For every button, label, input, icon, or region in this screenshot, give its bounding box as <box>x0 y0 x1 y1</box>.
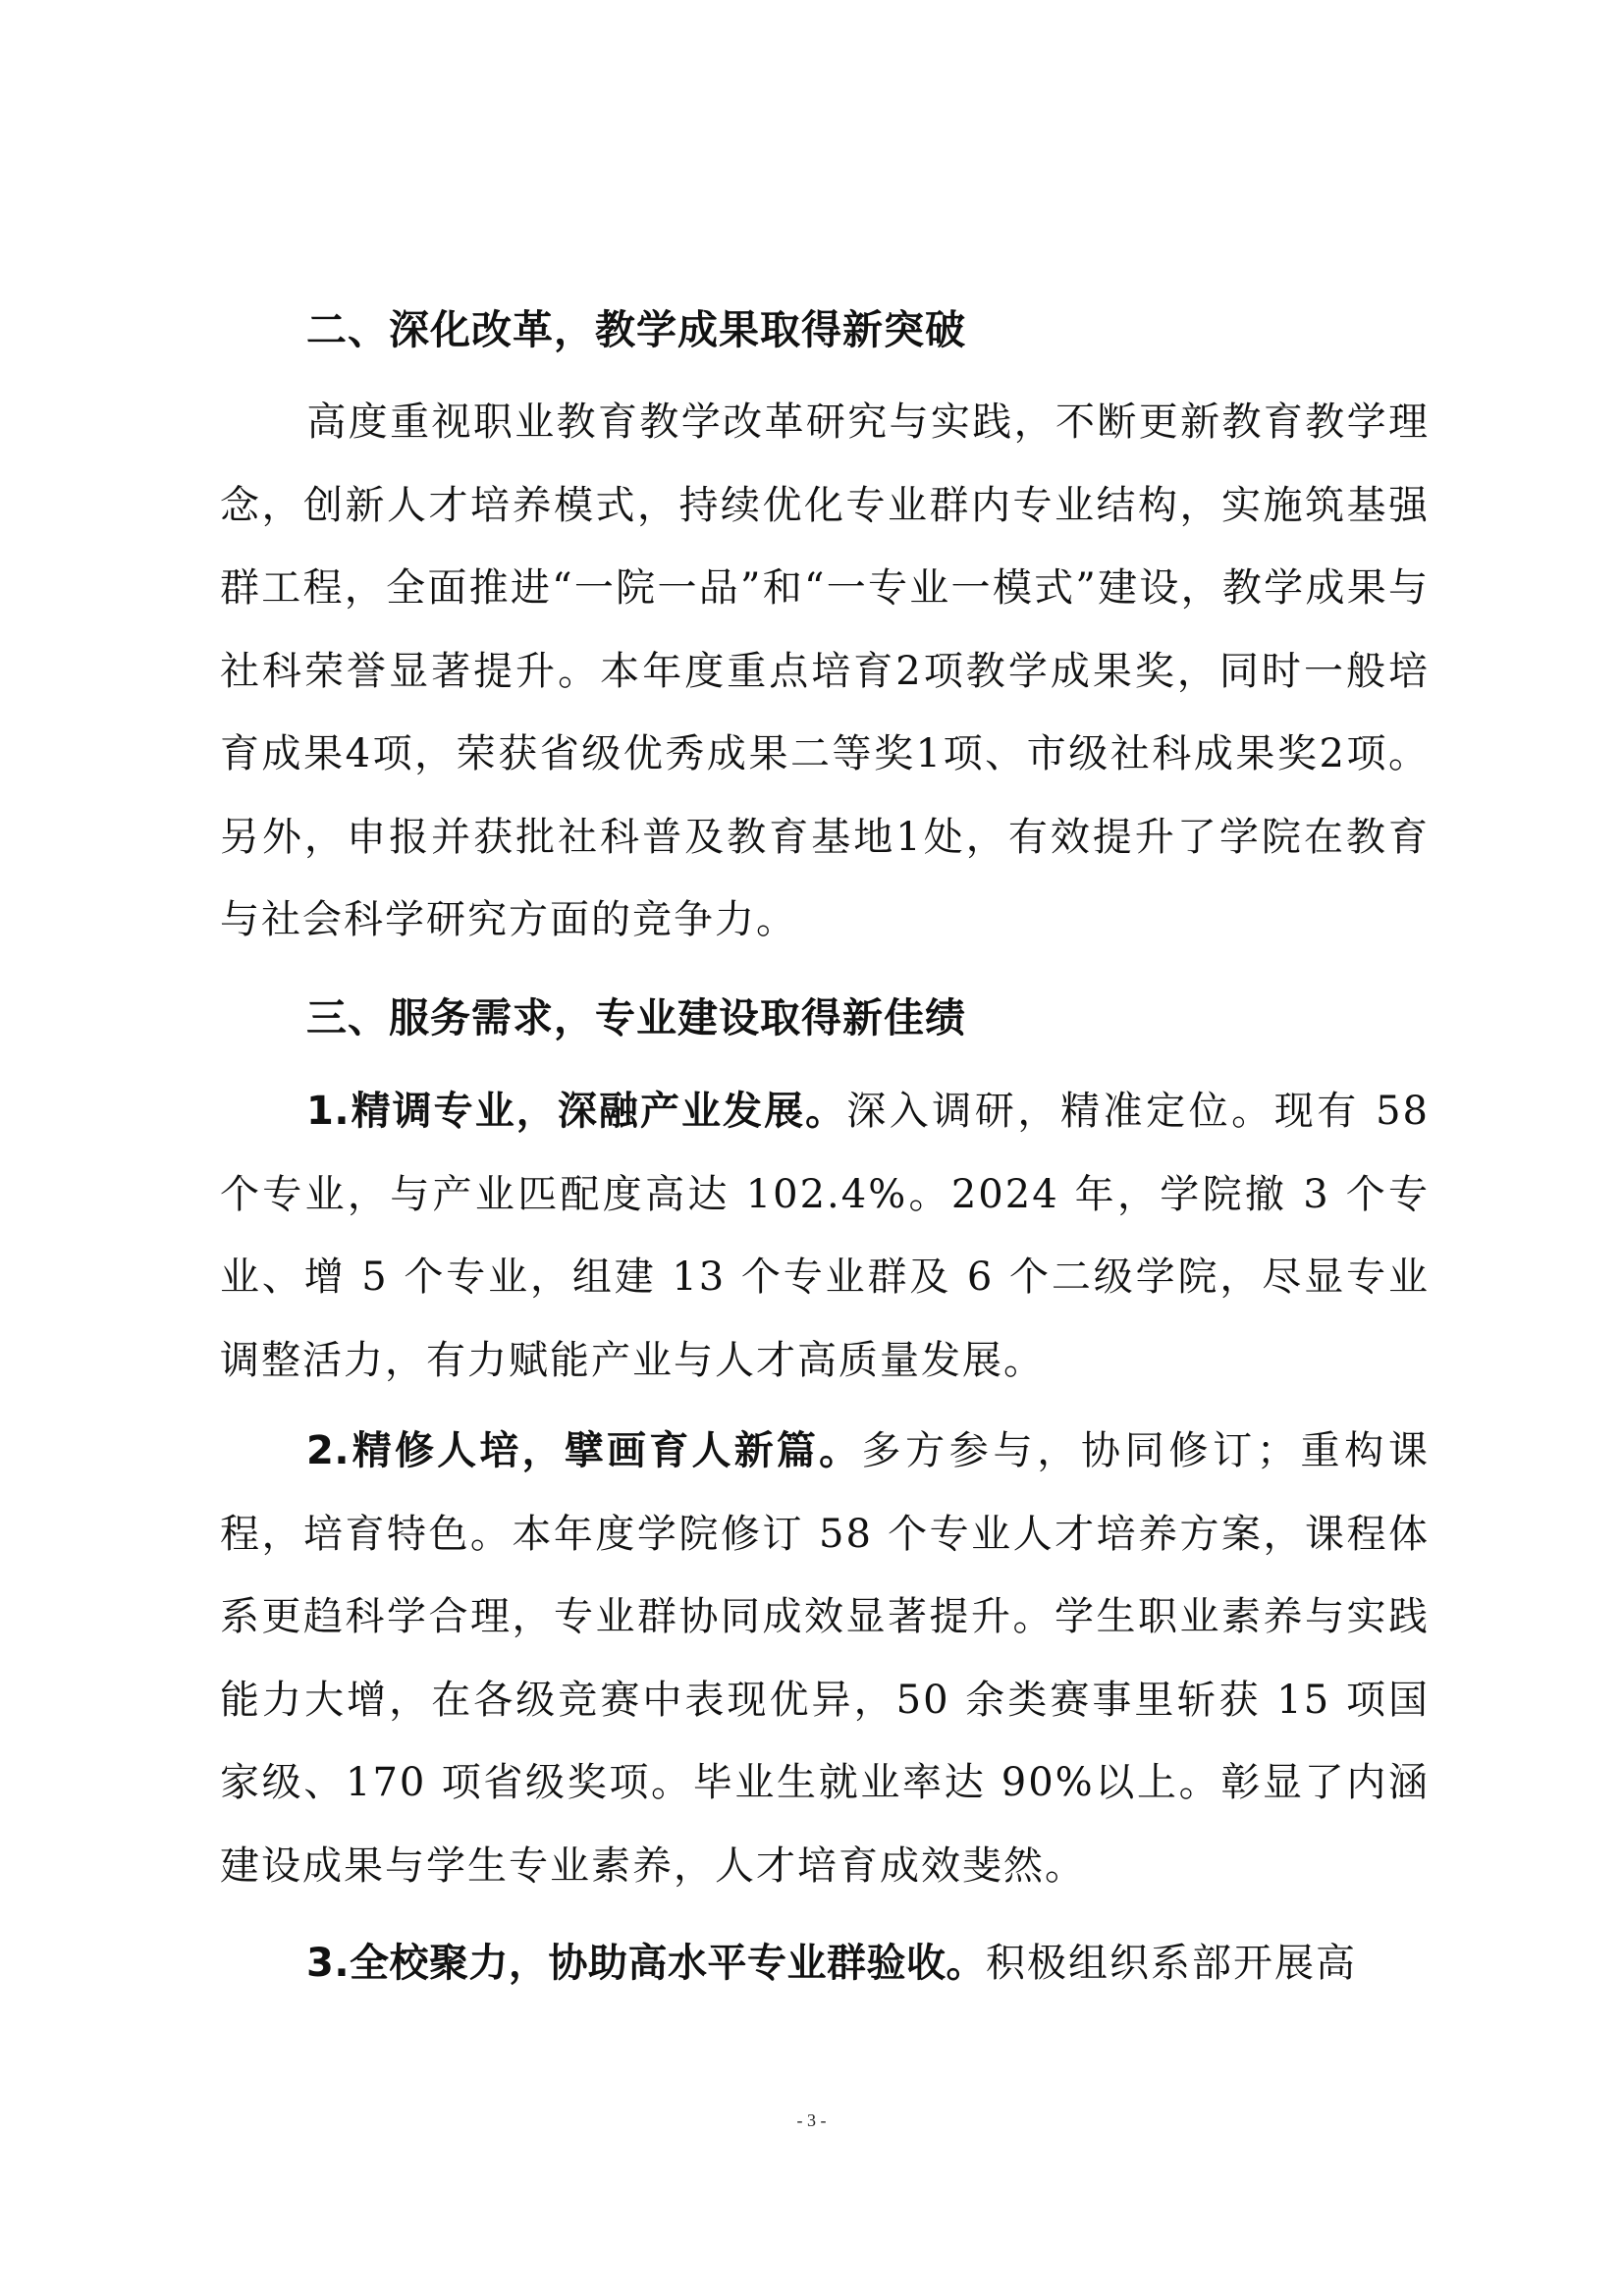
section-2-paragraph <box>220 381 1430 962</box>
item-1-text: 深入调研，精准定位。现有 58 个专业，与产业匹配度高达 102.4%。2024 年，学院撤 3 个专业、增 5 个专业，组建 13 个专业群及 6 个二级学院，尽显专业调整活力，有力赋能产业与人才高质量发展。 <box>220 1089 1430 1383</box>
item-3-title: 3.全校聚力，协助高水平专业群验收。 <box>306 1941 987 1986</box>
item-2-text: 多方参与，协同修订；重构课程，培育特色。本年度学院修订 58 个专业人才培养方案，课程体系更趋科学合理，专业群协同成效显著提升。学生职业素养与实践能力大增，在各级竞赛中表现优异，50 余类赛事里斩获 15 项国家级、170 项省级奖项。毕业生就业率达 90%以上。彰显了内涵建设成果与学生专业素养，人才培育成效斐然。 <box>220 1428 1430 1889</box>
page-number: - 3 - <box>796 2110 827 2130</box>
item-1-title: 1.精调专业，深融产业发展。 <box>306 1089 847 1134</box>
section-2-heading: 二、深化改革，教学成果取得新突破 <box>306 306 966 353</box>
section-2-paragraph-text: 高度重视职业教育教学改革研究与实践，不断更新教育教学理念，创新人才培养模式，持续优化专业群内专业结构，实施筑基强群工程，全面推进“一院一品”和“一专业一模式”建设，教学成果与社科荣誉显著提升。本年度重点培育2项教学成果奖，同时一般培育成果4项，荣获省级优秀成果二等奖1项、市级社科成果奖2项。另外，申报并获批社科普及教育基地1处，有效提升了学院在教育与社会科学研究方面的竞争力。 <box>220 400 1430 942</box>
item-2-title: 2.精修人培，擘画育人新篇。 <box>306 1428 862 1473</box>
item-3-text: 积极组织系部开展高 <box>986 1941 1358 1986</box>
item-1-paragraph <box>220 1070 1430 1402</box>
section-3-heading: 三、服务需求，专业建设取得新佳绩 <box>306 994 966 1041</box>
item-3-paragraph <box>220 1922 1430 2005</box>
item-2-paragraph <box>220 1410 1430 1907</box>
